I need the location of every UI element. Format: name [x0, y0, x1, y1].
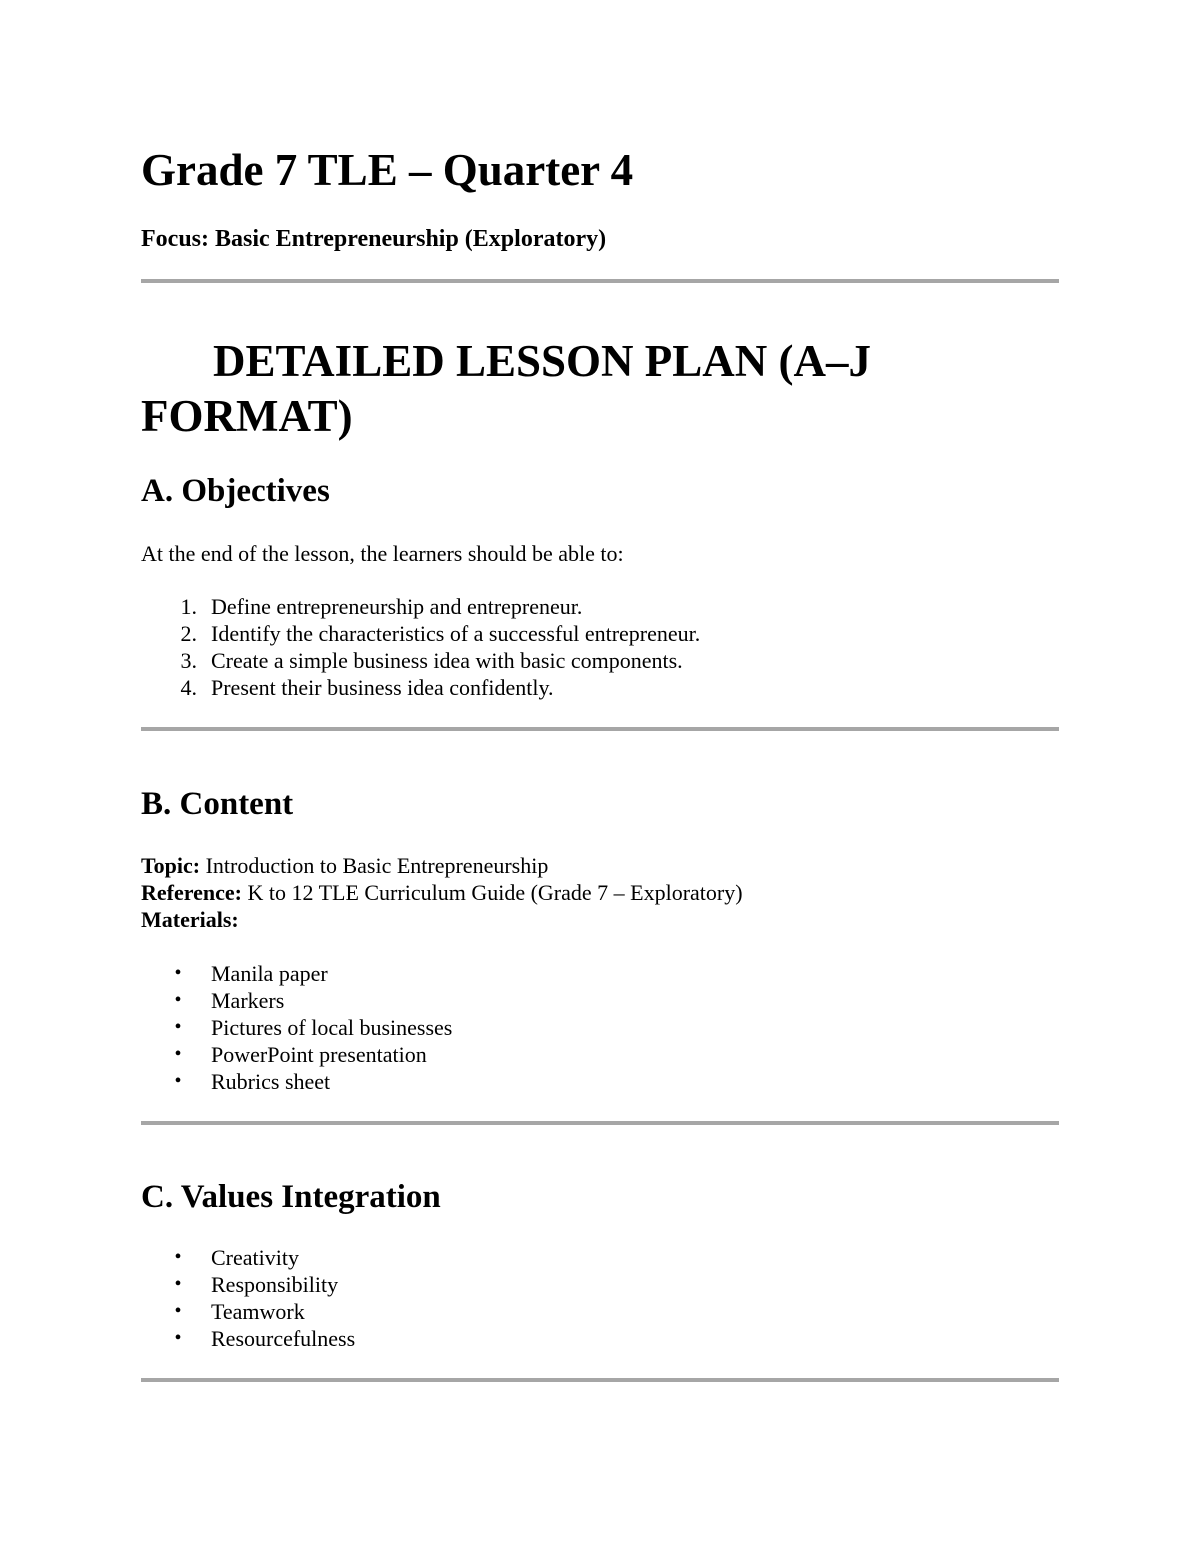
bullet-icon: •: [174, 989, 182, 1011]
list-item-text: Responsibility: [211, 1272, 339, 1297]
horizontal-rule: [141, 1378, 1059, 1382]
list-item: [141, 1298, 355, 1325]
lesson-plan-title: [141, 334, 871, 444]
topic-line: [141, 852, 548, 879]
topic-value: Introduction to Basic Entrepreneurship: [205, 853, 549, 878]
list-item-text: Define entrepreneurship and entrepreneur.: [211, 594, 583, 619]
list-item: [141, 1068, 452, 1095]
list-item: [141, 1325, 355, 1352]
list-item-text: Identify the characteristics of a successful entrepreneur.: [211, 621, 701, 646]
bullet-icon: •: [174, 1327, 182, 1349]
list-item: [141, 1244, 355, 1271]
content-heading: B. Content: [141, 786, 294, 822]
bullet-icon: •: [174, 1043, 182, 1065]
list-number: 3.: [180, 648, 197, 673]
bullet-icon: •: [174, 1246, 182, 1268]
materials-label: Materials:: [141, 907, 239, 932]
objectives-list: [141, 593, 700, 701]
focus-line: Focus: Basic Entrepreneurship (Exploratory): [141, 226, 607, 252]
list-item: [141, 674, 700, 701]
list-item-text: Present their business idea confidently.: [211, 675, 554, 700]
list-number: 2.: [180, 621, 197, 646]
bullet-icon: •: [174, 1300, 182, 1322]
list-item: [141, 1014, 452, 1041]
objectives-intro: At the end of the lesson, the learners should be able to:: [141, 541, 624, 566]
bullet-icon: •: [174, 1016, 182, 1038]
horizontal-rule: [141, 727, 1059, 731]
list-item: [141, 647, 700, 674]
reference-label: Reference:: [141, 880, 242, 905]
values-list: [141, 1244, 355, 1352]
lesson-plan-title-line-2: FORMAT): [141, 391, 353, 441]
list-item: [141, 620, 700, 647]
horizontal-rule: [141, 1121, 1059, 1125]
list-item: [141, 960, 452, 987]
materials-list: [141, 960, 452, 1095]
values-heading: C. Values Integration: [141, 1179, 441, 1215]
list-item: [141, 1271, 355, 1298]
document-title: Grade 7 TLE – Quarter 4: [141, 145, 634, 195]
list-item-text: Teamwork: [211, 1299, 305, 1324]
bullet-icon: •: [174, 1070, 182, 1092]
horizontal-rule: [141, 279, 1059, 283]
list-number: 4.: [180, 675, 197, 700]
list-item-text: Rubrics sheet: [211, 1069, 331, 1094]
list-item: [141, 987, 452, 1014]
bullet-icon: •: [174, 1273, 182, 1295]
list-item-text: Manila paper: [211, 961, 328, 986]
list-item-text: Resourcefulness: [211, 1326, 356, 1351]
reference-line: [141, 879, 743, 906]
topic-label: Topic:: [141, 853, 201, 878]
list-item-text: Markers: [211, 988, 285, 1013]
list-item-text: Creativity: [211, 1245, 299, 1270]
list-item-text: PowerPoint presentation: [211, 1042, 427, 1067]
list-number: 1.: [180, 594, 197, 619]
list-item-text: Create a simple business idea with basic components.: [211, 648, 683, 673]
list-item-text: Pictures of local businesses: [211, 1015, 453, 1040]
list-item: [141, 1041, 452, 1068]
lesson-plan-title-line-1: DETAILED LESSON PLAN (A–J: [213, 336, 872, 386]
bullet-icon: •: [174, 962, 182, 984]
reference-value: K to 12 TLE Curriculum Guide (Grade 7 – Exploratory): [247, 880, 743, 905]
list-item: [141, 593, 700, 620]
objectives-heading: A. Objectives: [141, 473, 330, 509]
